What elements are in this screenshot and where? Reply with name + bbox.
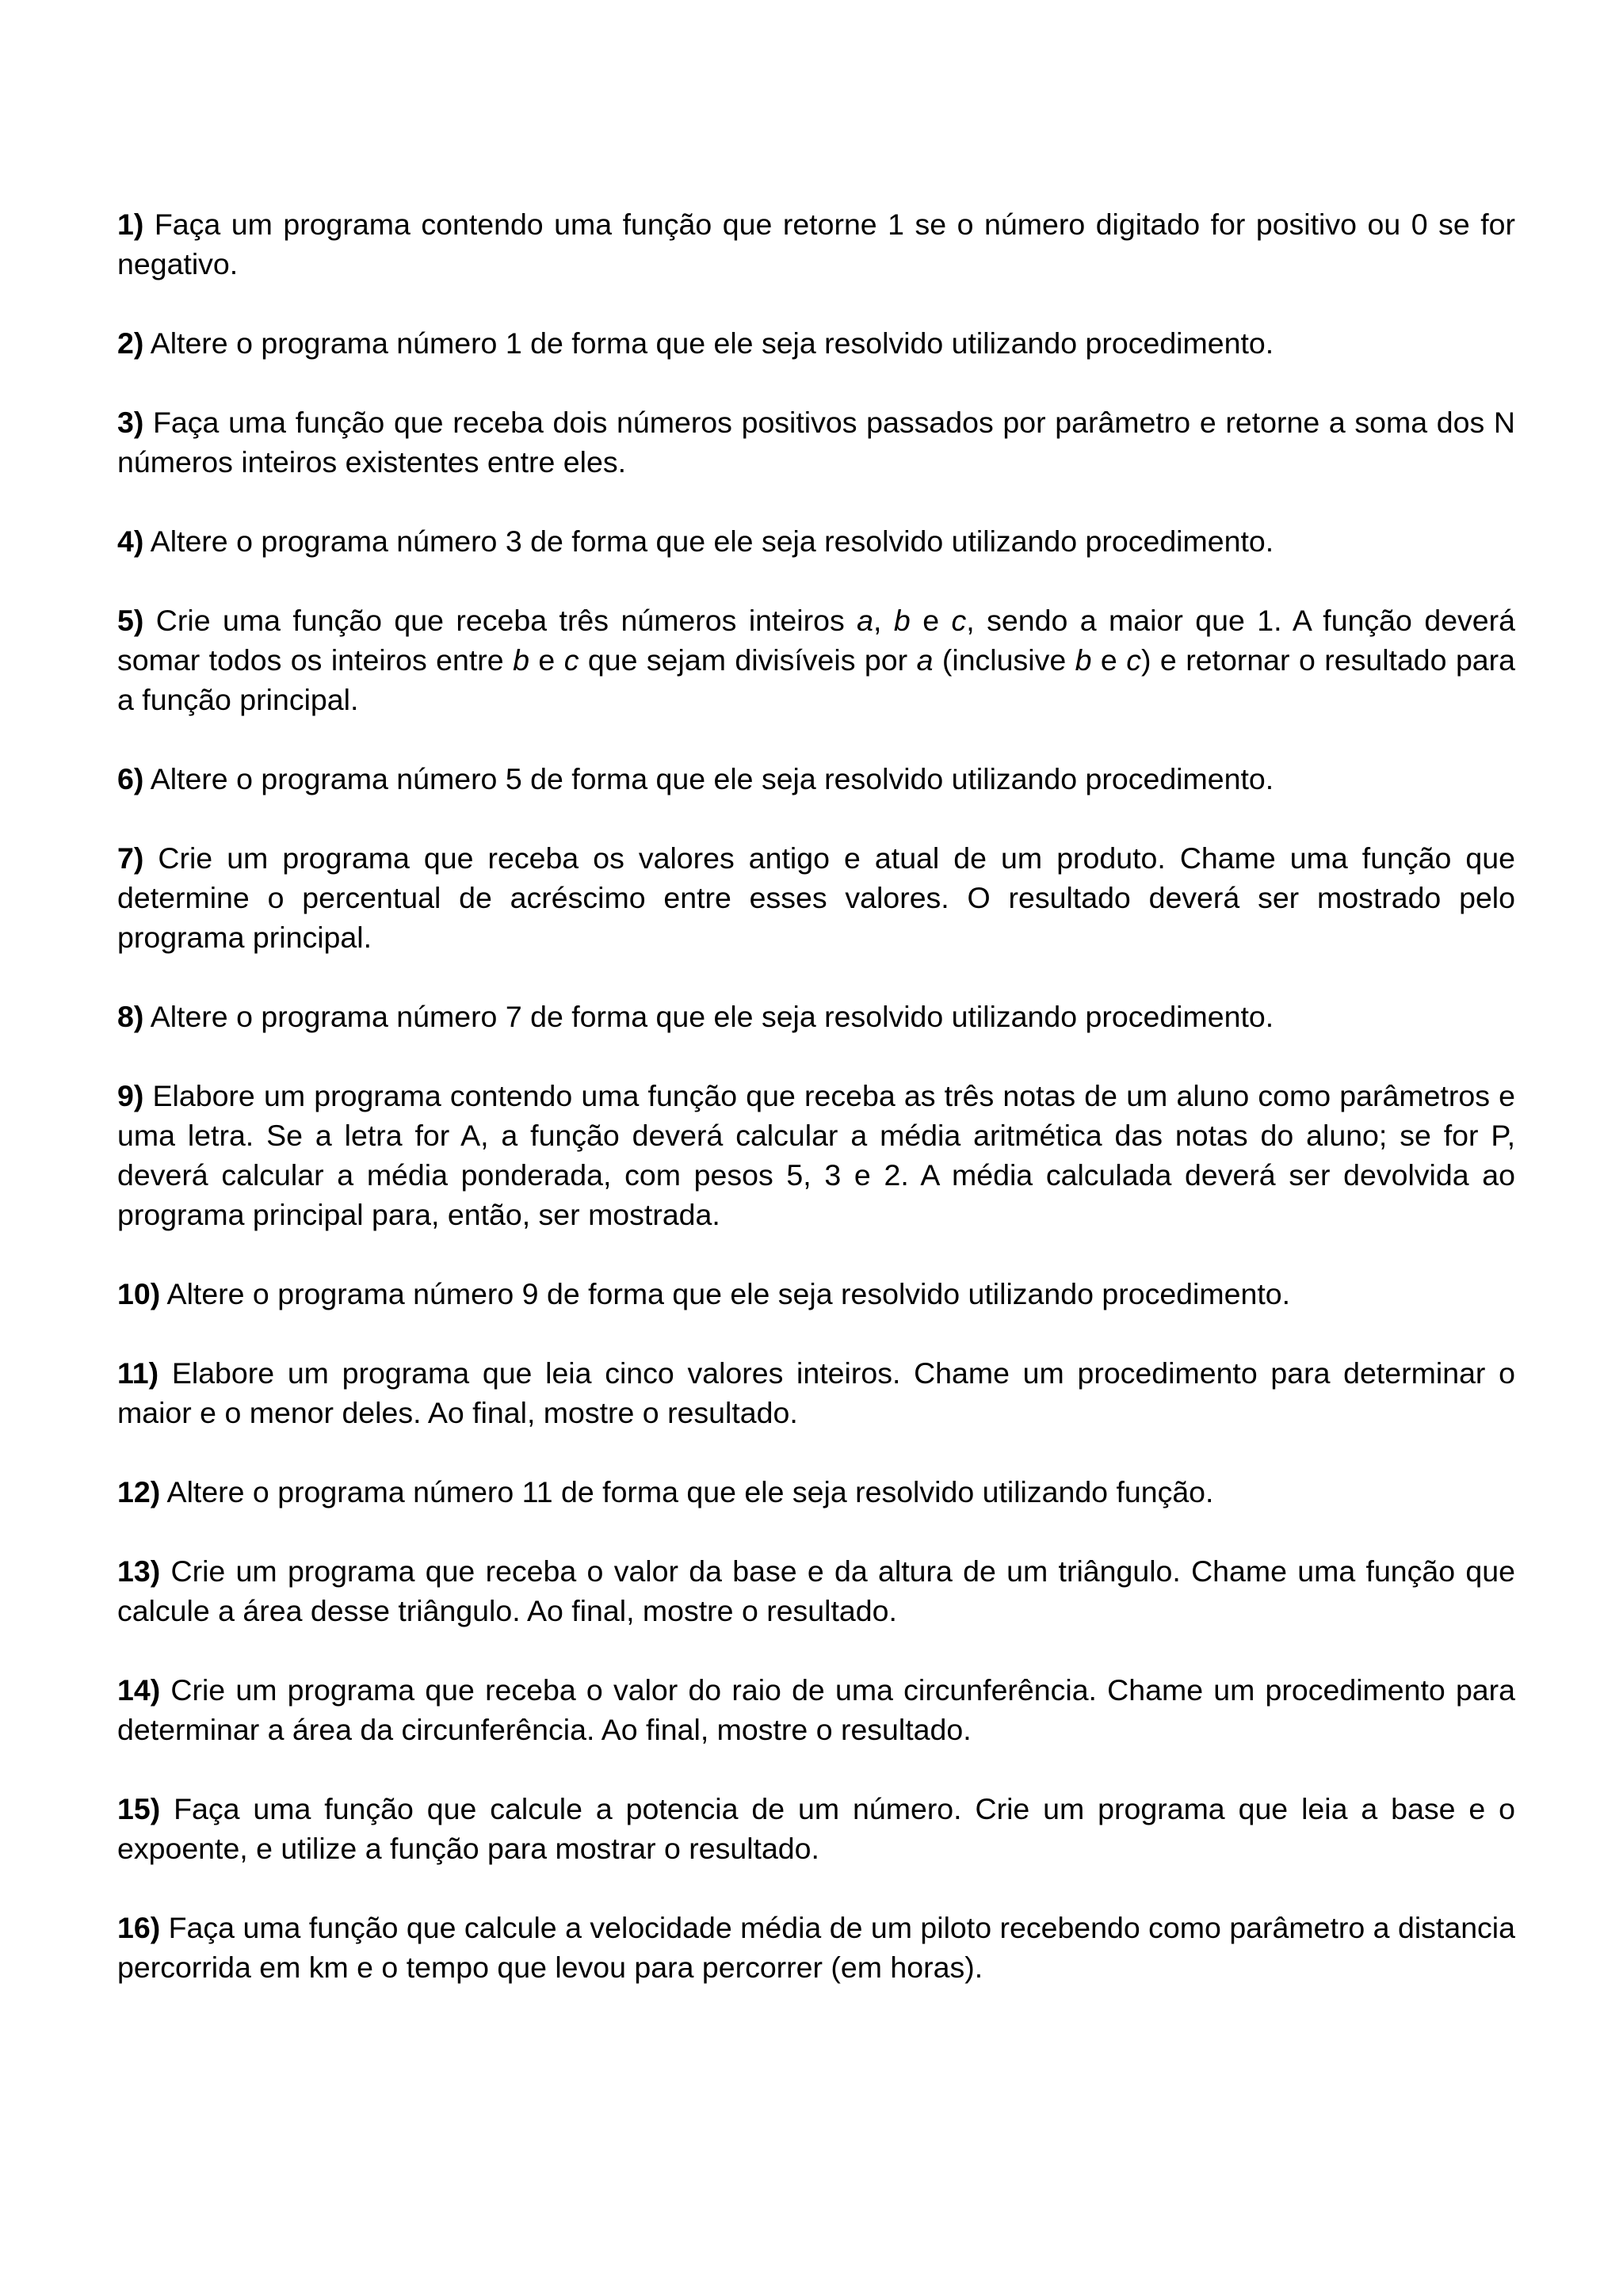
exercise-text: Altere o programa número 7 de forma que ele seja resolvido utilizando procedimento. — [143, 1000, 1274, 1033]
variable-name: b — [893, 604, 911, 637]
exercise-number: 12) — [117, 1475, 161, 1508]
exercise-item — [117, 402, 1515, 482]
exercise-item — [117, 521, 1515, 561]
variable-name: c — [951, 604, 967, 637]
exercise-number: 13) — [117, 1554, 161, 1588]
exercise-text: Altere o programa número 9 de forma que ele seja resolvido utilizando procedimento. — [160, 1277, 1291, 1310]
exercise-item — [117, 759, 1515, 799]
exercise-text: Elabore um programa que leia cinco valores inteiros. Chame um procedimento para determinar o maior e o menor deles. Ao final, mostre o resultado. — [117, 1356, 1515, 1429]
exercise-text: Altere o programa número 5 de forma que ele seja resolvido utilizando procedimento. — [143, 762, 1274, 795]
exercise-number: 2) — [117, 326, 144, 360]
exercise-item — [117, 1908, 1515, 1987]
exercise-text: e — [910, 604, 952, 637]
exercise-number: 10) — [117, 1277, 161, 1310]
exercise-text: e — [529, 643, 564, 677]
variable-name: c — [563, 643, 579, 677]
exercise-text: Altere o programa número 1 de forma que ele seja resolvido utilizando procedimento. — [143, 326, 1274, 360]
exercise-number: 16) — [117, 1911, 161, 1944]
exercise-number: 15) — [117, 1792, 161, 1825]
exercise-number: 4) — [117, 524, 144, 558]
exercise-item — [117, 838, 1515, 957]
exercise-text: Crie um programa que receba os valores antigo e atual de um produto. Chame uma função que determine o percentual de acréscimo entre esses valores. O resultado deverá ser mostrado pelo programa principal. — [117, 841, 1515, 954]
exercise-item — [117, 1472, 1515, 1512]
exercise-number: 6) — [117, 762, 144, 795]
exercise-number: 7) — [117, 841, 144, 875]
variable-name: a — [857, 604, 874, 637]
exercise-text: ) e retornar o resultado para a função principal. — [117, 643, 1516, 716]
exercise-text: Elabore um programa contendo uma função que receba as três notas de um aluno como parâmetros e uma letra. Se a letra for A, a função deverá calcular a média aritmética das notas do aluno; se for P, deverá calcular a média ponderada, com pesos 5, 3 e 2. A média calculada deverá ser devolvida ao programa principal para, então, ser mostrada. — [117, 1079, 1515, 1231]
exercise-item — [117, 1670, 1515, 1749]
exercise-text: Faça uma função que calcule a velocidade média de um piloto recebendo como parâmetro a distancia percorrida em km e o tempo que levou para percorrer (em horas). — [117, 1911, 1515, 1984]
exercise-item — [117, 1789, 1515, 1868]
variable-name: b — [513, 643, 529, 677]
exercise-number: 5) — [117, 604, 144, 637]
exercise-number: 3) — [117, 406, 144, 439]
exercise-number: 8) — [117, 1000, 144, 1033]
exercise-item — [117, 997, 1515, 1036]
exercise-number: 9) — [117, 1079, 144, 1112]
exercise-text: (inclusive — [933, 643, 1075, 677]
exercise-item — [117, 1551, 1515, 1630]
exercise-text: Crie um programa que receba o valor do raio de uma circunferência. Chame um procedimento para determinar a área da circunferência. Ao final, mostre o resultado. — [117, 1673, 1515, 1746]
exercise-item — [117, 323, 1515, 363]
exercise-item — [117, 1353, 1515, 1432]
exercise-text: Faça um programa contendo uma função que retorne 1 se o número digitado for positivo ou 0 se for negativo. — [117, 208, 1515, 280]
exercise-number: 14) — [117, 1673, 161, 1707]
exercise-text: Faça uma função que calcule a potencia de um número. Crie um programa que leia a base e o expoente, e utilize a função para mostrar o resultado. — [117, 1792, 1515, 1865]
exercise-text: Crie uma função que receba três números inteiros — [143, 604, 857, 637]
variable-name: a — [916, 643, 934, 677]
exercise-item — [117, 1076, 1515, 1234]
exercise-number: 1) — [117, 208, 144, 241]
exercise-text: Altere o programa número 3 de forma que ele seja resolvido utilizando procedimento. — [143, 524, 1274, 558]
exercise-text: , — [873, 604, 894, 637]
exercise-list — [117, 204, 1515, 2027]
exercise-item — [117, 204, 1515, 284]
exercise-text: Altere o programa número 11 de forma que ele seja resolvido utilizando função. — [160, 1475, 1214, 1508]
exercise-item — [117, 601, 1515, 719]
exercise-text: Crie um programa que receba o valor da base e da altura de um triângulo. Chame uma função que calcule a área desse triângulo. Ao final, mostre o resultado. — [117, 1554, 1515, 1627]
exercise-text: , sendo a maior que 1. A função deverá somar todos os inteiros entre — [117, 604, 1515, 677]
exercise-number: 11) — [117, 1356, 159, 1390]
exercise-item — [117, 1274, 1515, 1314]
variable-name: c — [1126, 643, 1141, 677]
exercise-text: Faça uma função que receba dois números positivos passados por parâmetro e retorne a soma dos N números inteiros existentes entre eles. — [117, 406, 1515, 479]
exercise-text: e — [1091, 643, 1127, 677]
variable-name: b — [1075, 643, 1092, 677]
exercise-text: que sejam divisíveis por — [579, 643, 917, 677]
